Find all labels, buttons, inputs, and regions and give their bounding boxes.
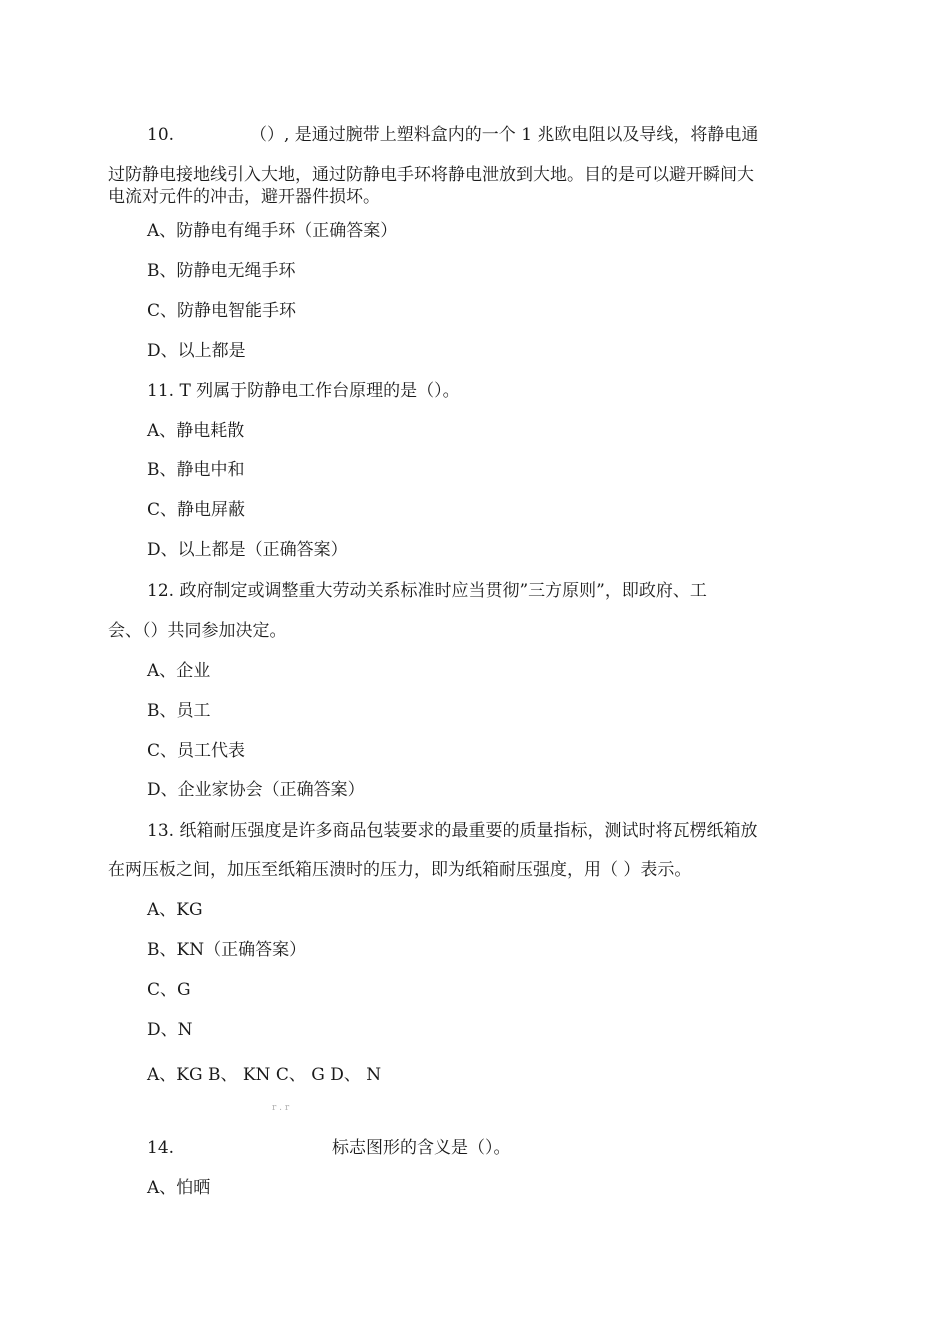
q12-stem-line2: 会、（）共同参加决定。	[108, 621, 287, 641]
q14-number: 14.	[147, 1138, 175, 1158]
q14-option-a: A、怕晒	[147, 1178, 211, 1198]
q13-option-c: C、G	[147, 980, 191, 1000]
faint-mark: r . r	[272, 1103, 290, 1113]
q14-stem: 标志图形的含义是（）。	[332, 1138, 511, 1158]
q11-option-d: D、以上都是（正确答案）	[147, 540, 348, 560]
q13-option-a: A、KG	[147, 900, 203, 920]
q10-number: 10.	[147, 125, 175, 145]
q12-option-a: A、企业	[147, 661, 211, 681]
q10-stem-line2: 过防静电接地线引入大地，通过防静电手环将静电泄放到大地。目的是可以避开瞬间大	[108, 165, 754, 185]
q10-option-c: C、防静电智能手环	[147, 301, 297, 321]
q13-option-d: D、N	[147, 1020, 193, 1040]
q10-stem-line3: 电流对元件的冲击，避开器件损坏。	[108, 187, 380, 207]
q12-option-b: B、员工	[147, 701, 211, 721]
q13-stem-line2: 在两压板之间，加压至纸箱压溃时的压力，即为纸箱耐压强度，用（ ）表示。	[108, 860, 692, 880]
q13-options-summary: A、KG B、 KN C、 G D、 N	[147, 1065, 382, 1085]
q11-stem: 11. T 列属于防静电工作台原理的是（）。	[147, 381, 460, 401]
q11-option-c: C、静电屏蔽	[147, 500, 246, 520]
q13-stem-line1: 13. 纸箱耐压强度是许多商品包装要求的最重要的质量指标，测试时将瓦楞纸箱放	[147, 821, 758, 841]
q11-option-a: A、静电耗散	[147, 421, 245, 441]
q12-option-c: C、员工代表	[147, 741, 246, 761]
q12-stem-line1: 12. 政府制定或调整重大劳动关系标准时应当贯彻”三方原则”，即政府、工	[147, 581, 707, 601]
q10-option-a: A、防静电有绳手环（正确答案）	[147, 221, 398, 241]
q12-option-d: D、企业家协会（正确答案）	[147, 780, 365, 800]
q10-option-b: B、防静电无绳手环	[147, 261, 296, 281]
q10-stem-line1: （）, 是通过腕带上塑料盒内的一个 1 兆欧电阻以及导线，将静电通	[250, 125, 759, 145]
q13-option-b: B、KN（正确答案）	[147, 940, 307, 960]
q11-option-b: B、静电中和	[147, 460, 245, 480]
q10-option-d: D、以上都是	[147, 341, 246, 361]
